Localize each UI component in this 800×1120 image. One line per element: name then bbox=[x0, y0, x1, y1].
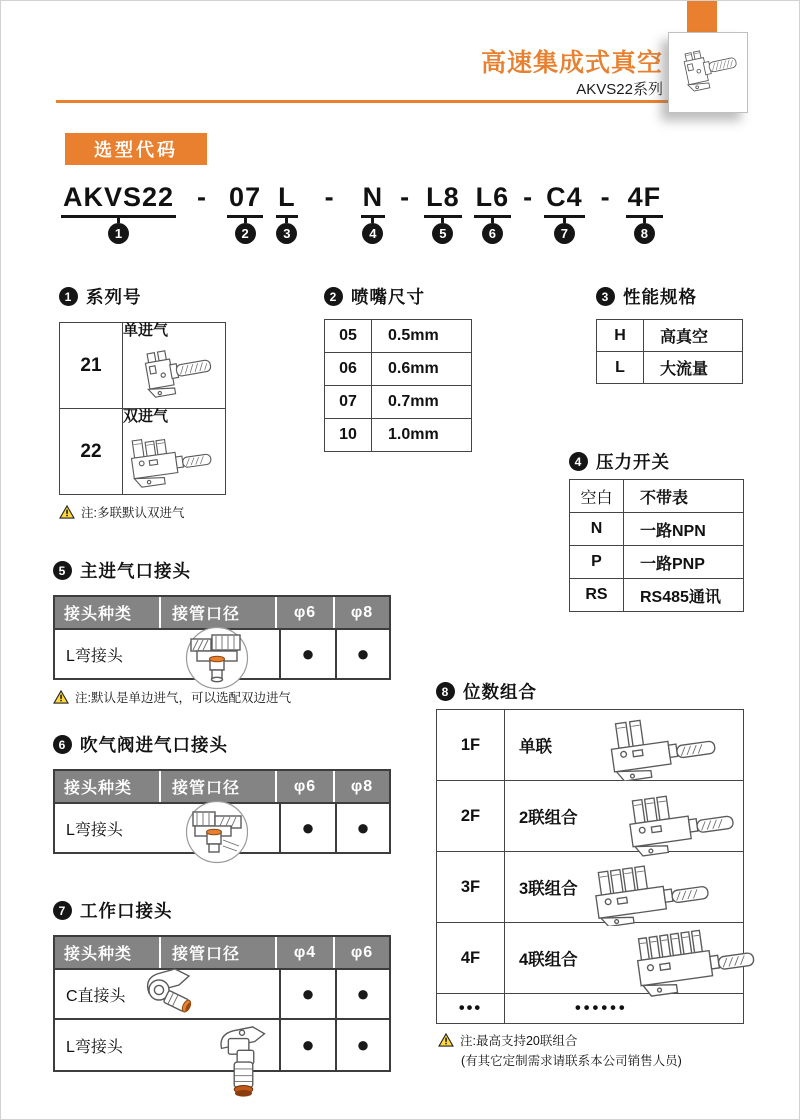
section-stations bbox=[436, 679, 744, 1024]
code-segment-work-port: C4 7 bbox=[544, 184, 585, 244]
section-performance bbox=[596, 284, 743, 384]
table-row bbox=[55, 804, 389, 852]
station-3f-image bbox=[586, 858, 742, 926]
blow-valve-inlet-table bbox=[53, 769, 391, 854]
table-row: 06 0.6mm bbox=[325, 353, 472, 386]
section-series bbox=[59, 284, 226, 521]
series-row-label: 单进气 bbox=[123, 322, 169, 339]
section-number-icon: 4 bbox=[569, 452, 588, 471]
section-title: 工作口接头 bbox=[80, 901, 173, 921]
stations-table-wrap bbox=[436, 709, 744, 1024]
stations-note: 注:最高支持20联组合 (有其它定制需求请联系本公司销售人员) bbox=[438, 1031, 682, 1069]
table-row: RS RS485通讯 bbox=[570, 579, 744, 612]
code-segment-nozzle: 07 2 bbox=[227, 184, 263, 244]
available-dot: ● bbox=[301, 981, 315, 1006]
available-dot: ● bbox=[356, 1032, 370, 1057]
section-title: 位数组合 bbox=[463, 682, 537, 702]
section-main-inlet bbox=[53, 558, 391, 706]
elbow-fitting-photo bbox=[185, 626, 249, 690]
table-row: ••• •••••• bbox=[437, 994, 744, 1024]
code-number-7: 7 bbox=[554, 223, 575, 244]
single-inlet-image bbox=[127, 346, 225, 408]
table-header-row: 接头种类 接管口径 φ6 φ8 bbox=[55, 597, 389, 630]
available-dot: ● bbox=[301, 641, 315, 666]
section-blow-valve-inlet bbox=[53, 732, 391, 854]
table-row: 10 1.0mm bbox=[325, 419, 472, 452]
section-number-icon: 3 bbox=[596, 287, 615, 306]
work-port-table bbox=[53, 935, 391, 1072]
available-dot: ● bbox=[356, 981, 370, 1006]
table-row bbox=[55, 970, 389, 1018]
series-note: 注:多联默认双进气 bbox=[59, 503, 226, 521]
c-straight-fitting-photo bbox=[139, 965, 205, 1023]
code-dash: - bbox=[197, 182, 207, 212]
table-row: 4F 4联组合 bbox=[437, 923, 744, 994]
code-segment-blow-inlet: L6 6 bbox=[474, 184, 512, 244]
code-number-4: 4 bbox=[362, 223, 383, 244]
table-row: 22 双进气 bbox=[60, 409, 226, 495]
table-row bbox=[55, 630, 389, 678]
available-dot: ● bbox=[356, 641, 370, 666]
section-work-port-heading bbox=[53, 898, 391, 923]
page-title: 高速集成式真空 bbox=[480, 49, 663, 77]
section-nozzle bbox=[324, 284, 472, 452]
station-4f-image bbox=[634, 925, 762, 1001]
station-2f-image bbox=[620, 786, 754, 858]
available-dot: ● bbox=[301, 1032, 315, 1057]
table-row: 1F 单联 bbox=[437, 710, 744, 781]
code-number-6: 6 bbox=[482, 223, 503, 244]
warning-icon bbox=[53, 690, 69, 704]
section-title: 主进气口接头 bbox=[80, 561, 191, 581]
table-row: 05 0.5mm bbox=[325, 320, 472, 353]
series-row-label: 双进气 bbox=[123, 408, 169, 425]
section-number-icon: 7 bbox=[53, 901, 72, 920]
table-row: H 高真空 bbox=[597, 320, 743, 352]
table-header-row: 接头种类 接管口径 φ6 φ8 bbox=[55, 771, 389, 804]
code-segment-series: AKVS22 1 bbox=[61, 184, 176, 244]
fitting-type: L弯接头 bbox=[66, 647, 123, 665]
table-row: 07 0.7mm bbox=[325, 386, 472, 419]
section-performance-heading bbox=[596, 284, 743, 309]
selection-code-badge: 选型代码 bbox=[65, 133, 207, 165]
code-dash: - bbox=[400, 182, 410, 212]
table-row: 3F 3联组合 bbox=[437, 852, 744, 923]
section-pressure-switch bbox=[569, 449, 744, 612]
model-code bbox=[61, 184, 663, 244]
warning-icon bbox=[59, 505, 75, 519]
section-main-inlet-heading bbox=[53, 558, 391, 583]
table-row: P 一路PNP bbox=[570, 546, 744, 579]
warning-icon bbox=[438, 1033, 454, 1047]
table-row: 空白 不带表 bbox=[570, 480, 744, 513]
fitting-type: L弯接头 bbox=[66, 821, 123, 839]
code-number-3: 3 bbox=[276, 223, 297, 244]
section-title: 吹气阀进气口接头 bbox=[80, 735, 228, 755]
elbow-fitting-photo bbox=[185, 800, 249, 864]
section-stations-heading bbox=[436, 679, 744, 704]
section-pressure-heading bbox=[569, 449, 744, 474]
code-segment-main-inlet: L8 5 bbox=[424, 184, 462, 244]
section-blow-heading bbox=[53, 732, 391, 757]
fitting-type: L弯接头 bbox=[66, 1038, 123, 1056]
section-number-icon: 5 bbox=[53, 561, 72, 580]
pressure-switch-table bbox=[569, 479, 744, 612]
section-number-icon: 2 bbox=[324, 287, 343, 306]
code-dash: - bbox=[600, 182, 610, 212]
l-elbow-fitting-photo bbox=[211, 1023, 275, 1105]
section-title: 系列号 bbox=[86, 287, 142, 307]
code-dash: - bbox=[523, 182, 533, 212]
section-nozzle-heading bbox=[324, 284, 472, 309]
section-number-icon: 1 bbox=[59, 287, 78, 306]
section-title: 喷嘴尺寸 bbox=[351, 287, 425, 307]
section-title: 性能规格 bbox=[623, 287, 697, 307]
table-row: 21 单进气 bbox=[60, 323, 226, 409]
nozzle-table bbox=[324, 319, 472, 452]
code-dash: - bbox=[324, 182, 334, 212]
code-number-8: 8 bbox=[634, 223, 655, 244]
station-1f-image bbox=[594, 705, 746, 781]
table-header-row: 接头种类 接管口径 φ4 φ6 bbox=[55, 937, 389, 970]
section-work-port bbox=[53, 898, 391, 1072]
performance-table bbox=[596, 319, 743, 384]
dual-inlet-image bbox=[123, 430, 225, 494]
section-title: 压力开关 bbox=[596, 452, 670, 472]
code-segment-stations: 4F 8 bbox=[626, 184, 664, 244]
code-segment-performance: L 3 bbox=[276, 184, 298, 244]
available-dot: ● bbox=[356, 815, 370, 840]
table-row: L 大流量 bbox=[597, 352, 743, 384]
code-number-5: 5 bbox=[432, 223, 453, 244]
series-table bbox=[59, 322, 226, 495]
code-number-2: 2 bbox=[235, 223, 256, 244]
section-number-icon: 6 bbox=[53, 735, 72, 754]
ejector-product-image bbox=[671, 38, 745, 108]
page-subtitle: AKVS22系列 bbox=[576, 81, 663, 98]
section-series-heading bbox=[59, 284, 226, 309]
corner-accent-bar bbox=[687, 1, 717, 35]
available-dot: ● bbox=[301, 815, 315, 840]
header-divider bbox=[56, 100, 668, 103]
section-number-icon: 8 bbox=[436, 682, 455, 701]
table-row: N 一路NPN bbox=[570, 513, 744, 546]
code-number-1: 1 bbox=[108, 223, 129, 244]
main-inlet-note: 注:默认是单边进气，可以选配双边进气 bbox=[53, 688, 391, 706]
code-segment-switch: N 4 bbox=[361, 184, 386, 244]
product-photo-box bbox=[668, 32, 748, 113]
main-inlet-table bbox=[53, 595, 391, 680]
fitting-type: C直接头 bbox=[66, 987, 126, 1005]
table-row: 2F 2联组合 bbox=[437, 781, 744, 852]
